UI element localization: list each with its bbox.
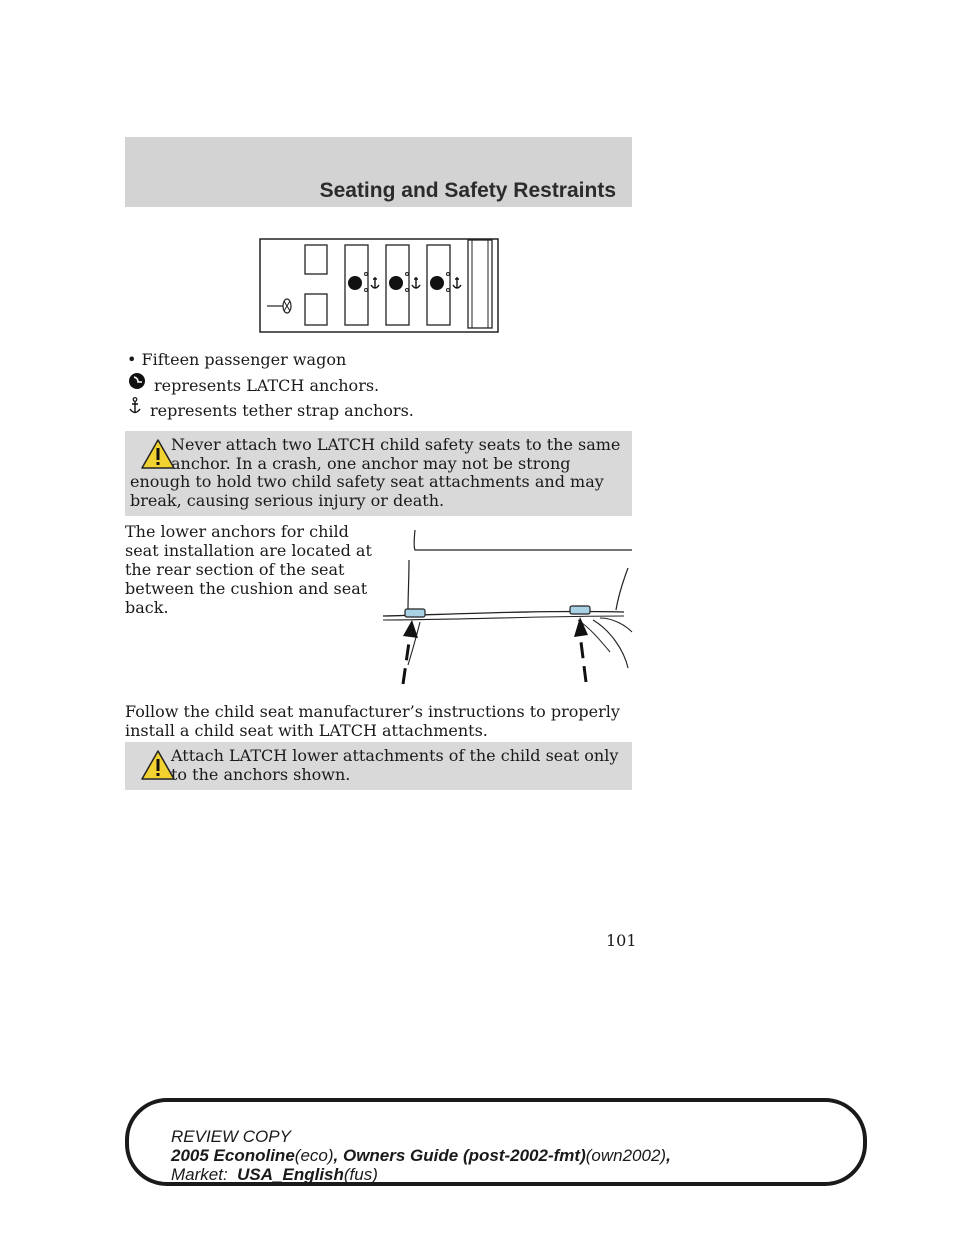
warning-icon (140, 438, 176, 470)
footer-line-2: 2005 Econoline(eco), Owners Guide (post-2002-fmt)(own2002), (171, 1146, 671, 1165)
warning-icon (140, 749, 176, 781)
section-header (125, 137, 632, 207)
warning-text-2: Attach LATCH lower attachments of the child seat only to the anchors shown. (171, 746, 619, 784)
tether-anchor-icon (127, 397, 143, 415)
bullet-mark: • (127, 350, 137, 369)
instructions-paragraph: Follow the child seat manufacturer’s instructions to properly install a child seat with LATCH attachments. (125, 702, 620, 740)
latch-anchor-icon (127, 372, 147, 390)
bullet-text: Fifteen passenger wagon (141, 350, 347, 369)
footer-line-1: REVIEW COPY (171, 1127, 291, 1146)
tether-legend-text: represents tether strap anchors. (150, 401, 414, 420)
lower-anchors-illustration (378, 520, 638, 690)
warning-box (125, 431, 632, 516)
latch-legend-text: represents LATCH anchors. (154, 376, 380, 395)
lower-anchors-paragraph: The lower anchors for child seat installation are located at the rear section of the seat between the cushion and seat back. (125, 522, 372, 617)
bullet-item (127, 350, 346, 369)
section-title: Seating and Safety Restraints (319, 179, 616, 202)
page-number: 101 (606, 931, 637, 950)
warning-box-2 (125, 742, 632, 790)
seating-layout-diagram (259, 238, 499, 333)
footer-line-3: Market: USA_English(fus) (171, 1165, 378, 1184)
review-copy-footer (125, 1098, 867, 1186)
warning-text: Never attach two LATCH child safety seats to the same anchor. In a crash, one anchor may not be strong enough to hold two child safety seat attachments and may break, causing serious injury or death. (130, 435, 621, 510)
